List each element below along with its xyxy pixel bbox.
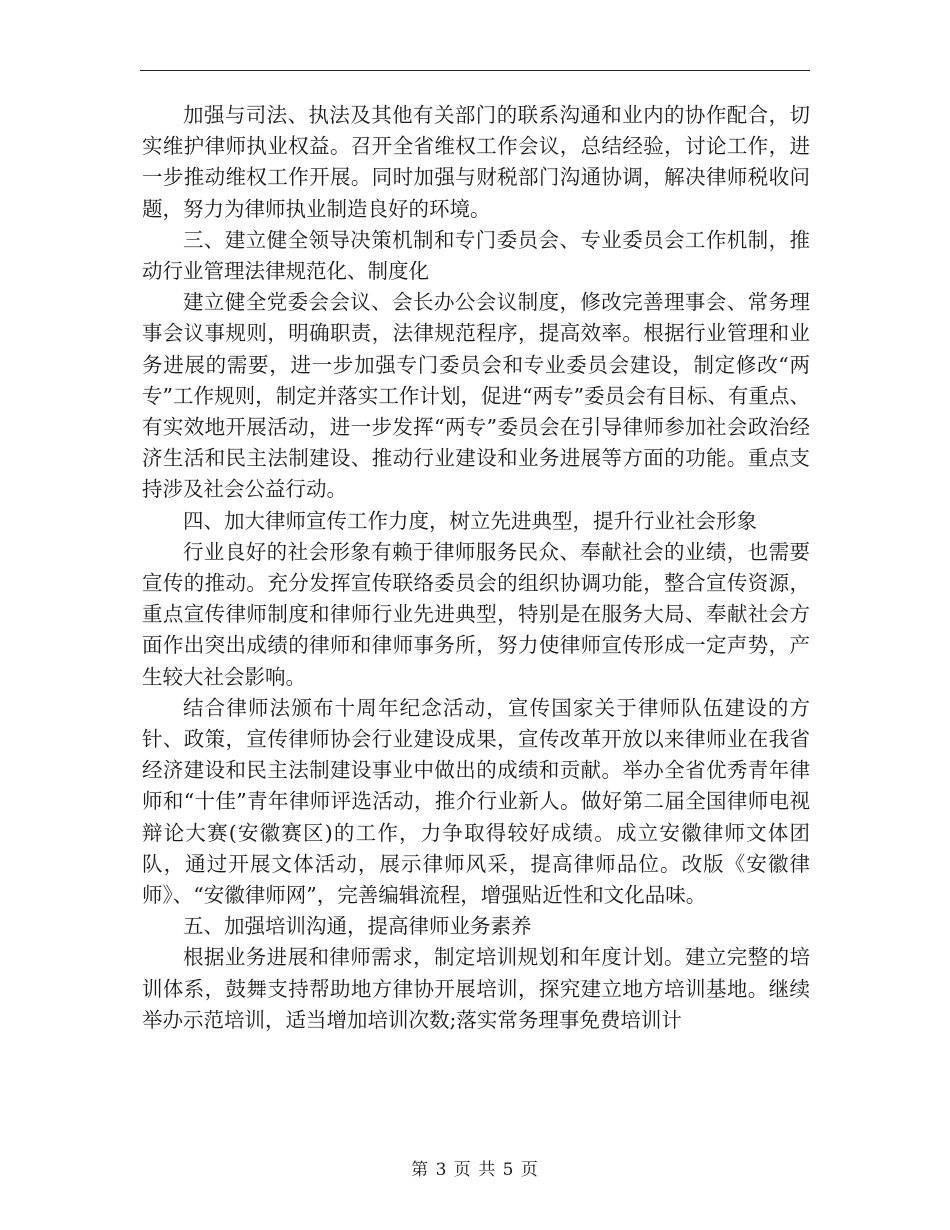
- paragraph-lawyer-law-anniversary: 结合律师法颁布十周年纪念活动，宣传国家关于律师队伍建设的方针、政策，宣传律师协会行业建设成果，宣传改革开放以来律师业在我省经济建设和民主法制建设事业中做出的成绩和贡献。举办全省优秀青年律师和“十佳”青年律师评选活动，推介行业新人。做好第二届全国律师电视辩论大赛(安徽赛区)的工作，力争取得较好成绩。成立安徽律师文体团队，通过开展文体活动，展示律师风采，提高律师品位。改版《安徽律师》、“安徽律师网”，完善编辑流程，增强贴近性和文化品味。: [142, 695, 810, 908]
- paragraph-committee-mechanism: 建立健全党委会会议、会长办公会议制度，修改完善理事会、常务理事会议事规则，明确职责，法律规范程序，提高效率。根据行业管理和业务进展的需要，进一步加强专门委员会和专业委员会建设，制定修改“两专”工作规则，制定并落实工作计划，促进“两专”委员会有目标、有重点、有实效地开展活动，进一步发挥“两专”委员会在引导律师参加社会政治经济生活和民主法制建设、推动行业建设和业务进展等方面的功能。重点支持涉及社会公益行动。: [142, 290, 810, 502]
- paragraph-publicity: 行业良好的社会形象有赖于律师服务民众、奉献社会的业绩，也需要宣传的推动。充分发挥宣传联络委员会的组织协调功能，整合宣传资源，重点宣传律师制度和律师行业先进典型，特别是在服务大局、奉献社会方面作出突出成绩的律师和律师事务所，努力使律师宣传形成一定声势，产生较大社会影响。: [142, 539, 810, 689]
- page-number-footer: 第 3 页 共 5 页: [411, 1160, 539, 1180]
- header-rule: [140, 70, 810, 71]
- document-body: [142, 100, 810, 1036]
- paragraph-training: 根据业务进展和律师需求，制定培训规划和年度计划。建立完整的培训体系，鼓舞支持帮助地方律协开展培训，探究建立地方培训基地。继续举办示范培训，适当增加培训次数;落实常务理事免费培训计: [142, 945, 810, 1032]
- section-heading-5: 五、加强培训沟通，提高律师业务素养: [183, 914, 532, 939]
- section-heading-4: 四、加大律师宣传工作力度，树立先进典型，提升行业社会形象: [183, 508, 757, 533]
- section-heading-3: 三、建立健全领导决策机制和专门委员会、专业委员会工作机制，推动行业管理法律规范化、制度化: [142, 227, 810, 284]
- paragraph-rights-protection: 加强与司法、执法及其他有关部门的联系沟通和业内的协作配合，切实维护律师执业权益。召开全省维权工作会议，总结经验，讨论工作，进一步推动维权工作开展。同时加强与财税部门沟通协调，解决律师税收问题，努力为律师执业制造良好的环境。: [142, 103, 810, 221]
